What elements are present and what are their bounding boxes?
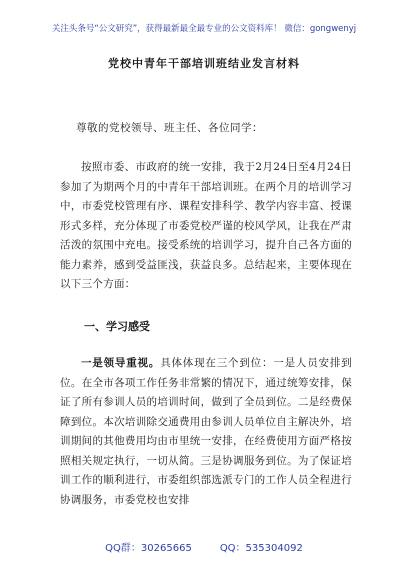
section-heading-1: 一、学习感受 <box>84 320 150 333</box>
header-promo-note: 关注头条号“公文研究”，获得最新最全最专业的公文资料库！ 微信：gongwenyj <box>51 24 357 34</box>
paragraph-lead: 一是领导重视。 <box>81 357 161 369</box>
document-title: 党校中青年干部培训班结业发言材料 <box>108 57 300 70</box>
footer-contact <box>0 539 408 554</box>
intro-paragraph: 按照市委、市政府的统一安排，我于2月24日至4月24日参加了为期两个月的中青年干部培训班。在两个月的培训学习中，市委党校管理有序、课程安排科学、教学内容丰富、授课形式多样，充分体现了市委党校严谨的校风学风，让我在严肃活泼的氛围中充电。接受系统的培训学习，提升自己各方面的能力素养，感到受益匪浅，获益良多。总结起来，主要体现在以下三个方面： <box>60 161 352 290</box>
salutation: 尊敬的党校领导、班主任、各位同学： <box>76 122 263 134</box>
body-paragraph-2 <box>60 354 352 510</box>
footer-qq-group: QQ群：30265665 <box>105 543 192 554</box>
paragraph-body: 具体体现在三个到位：一是人员安排到位。在全市各项工作任务非常繁的情况下，通过统筹安排，保证了所有参训人员的培训时间，做到了全员到位。二是经费保障到位。本次培训除交通费用由参训人员单位自主解决外，培训期间的其他费用均由市里统一安排，在经费使用方面严格按照相关规定执行，一切从简。三是协调服务到位。为了保证培训工作的顺利进行，市委组织部选派专门的工作人员全程进行协调服务，市委党校也安排 <box>60 357 352 506</box>
footer-qq: QQ：535304092 <box>219 543 303 554</box>
